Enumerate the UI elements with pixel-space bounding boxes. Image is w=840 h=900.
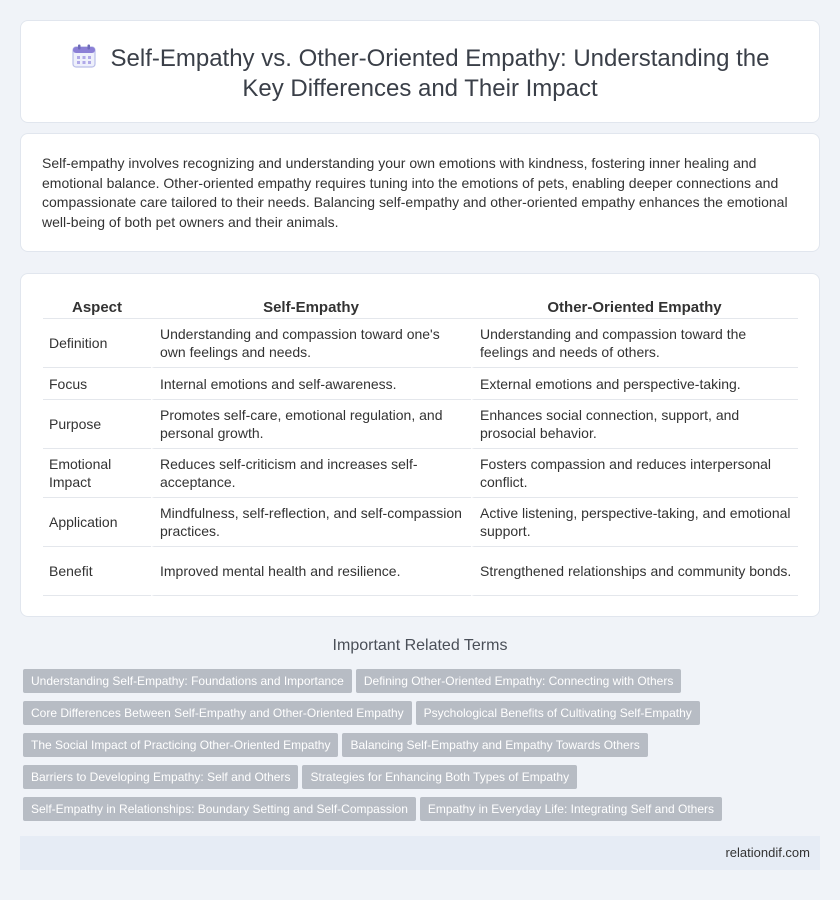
cell-other: External emotions and perspective-taking.: [471, 368, 798, 400]
related-term-tag[interactable]: The Social Impact of Practicing Other-Oriented Empathy: [23, 733, 338, 757]
cell-other: Enhances social connection, support, and prosocial behavior.: [471, 400, 798, 449]
tag-row: [23, 669, 685, 693]
table-row: [43, 449, 798, 498]
cell-self: Understanding and compassion toward one's own feelings and needs.: [151, 319, 471, 368]
intro-card: [20, 133, 820, 252]
footer-site-link[interactable]: relationdif.com: [725, 845, 810, 860]
header-other-oriented-empathy: Other-Oriented Empathy: [471, 296, 798, 319]
related-term-tag[interactable]: Understanding Self-Empathy: Foundations and Importance: [23, 669, 352, 693]
footer: [20, 836, 820, 870]
cell-self: Improved mental health and resilience.: [151, 547, 471, 596]
cell-aspect: Emotional Impact: [43, 449, 151, 498]
related-term-tag[interactable]: Empathy in Everyday Life: Integrating Self and Others: [420, 797, 722, 821]
cell-other: Understanding and compassion toward the feelings and needs of others.: [471, 319, 798, 368]
cell-aspect: Benefit: [43, 547, 151, 596]
related-terms-title: Important Related Terms: [332, 637, 508, 654]
cell-other: Active listening, perspective-taking, and emotional support.: [471, 498, 798, 547]
cell-other: Strengthened relationships and community bonds.: [471, 547, 798, 596]
cell-aspect: Focus: [43, 368, 151, 400]
title-card: [20, 20, 820, 123]
cell-self: Mindfulness, self-reflection, and self-compassion practices.: [151, 498, 471, 547]
tag-row: [23, 701, 704, 725]
related-term-tag[interactable]: Core Differences Between Self-Empathy and Other-Oriented Empathy: [23, 701, 412, 725]
intro-paragraph: Self-empathy involves recognizing and understanding your own emotions with kindness, fostering inner healing and emotional balance. Other-oriented empathy requires tuning into the emotions of pets, enabling deeper connections and compassionate care tailored to their needs. Balancing self-empathy and other-oriented empathy enhances the emotional well-being of both pet owners and their animals.: [42, 155, 788, 230]
table-row: [43, 498, 798, 547]
header-aspect: Aspect: [43, 296, 151, 319]
related-term-tag[interactable]: Defining Other-Oriented Empathy: Connecting with Others: [356, 669, 681, 693]
table-row: [43, 319, 798, 368]
table-header-row: [43, 296, 798, 319]
tag-row: [23, 765, 581, 789]
cell-self: Internal emotions and self-awareness.: [151, 368, 471, 400]
tag-row: [23, 733, 652, 757]
cell-other: Fosters compassion and reduces interpersonal conflict.: [471, 449, 798, 498]
page-title: Self-Empathy vs. Other-Oriented Empathy: Understanding the Key Differences and Their Impact: [110, 45, 770, 102]
tag-row: [23, 797, 726, 821]
comparison-table: [43, 296, 798, 596]
related-term-tag[interactable]: Strategies for Enhancing Both Types of Empathy: [302, 765, 577, 789]
page-title-wrap: [21, 43, 819, 104]
related-term-tag[interactable]: Balancing Self-Empathy and Empathy Towards Others: [342, 733, 647, 757]
cell-self: Reduces self-criticism and increases self-acceptance.: [151, 449, 471, 498]
related-term-tag[interactable]: Barriers to Developing Empathy: Self and Others: [23, 765, 298, 789]
cell-aspect: Purpose: [43, 400, 151, 449]
calendar-icon: [71, 43, 97, 69]
related-term-tag[interactable]: Psychological Benefits of Cultivating Self-Empathy: [416, 701, 700, 725]
cell-aspect: Definition: [43, 319, 151, 368]
comparison-card: [20, 273, 820, 617]
related-term-tag[interactable]: Self-Empathy in Relationships: Boundary Setting and Self-Compassion: [23, 797, 416, 821]
table-row: [43, 400, 798, 449]
header-self-empathy: Self-Empathy: [151, 296, 471, 319]
table-row: [43, 547, 798, 596]
table-row: [43, 368, 798, 400]
cell-self: Promotes self-care, emotional regulation, and personal growth.: [151, 400, 471, 449]
cell-aspect: Application: [43, 498, 151, 547]
